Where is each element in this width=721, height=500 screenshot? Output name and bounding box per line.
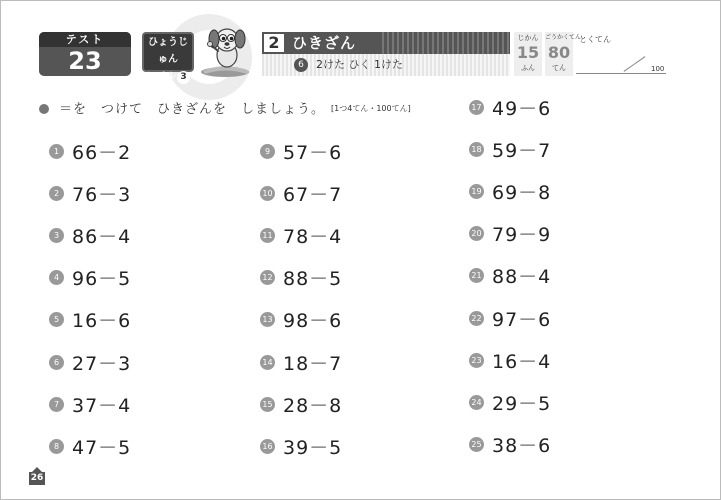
- level-number: 3: [177, 71, 190, 84]
- score-slash: [624, 56, 646, 72]
- problem-number: 6: [49, 355, 64, 370]
- problem-number: 7: [49, 397, 64, 412]
- problem-expression: 57－6: [283, 141, 343, 164]
- problem-number: 13: [260, 312, 275, 327]
- problem-number: 5: [49, 312, 64, 327]
- problem-item: [260, 139, 342, 163]
- level-line1: ひょうじゅん: [148, 37, 188, 65]
- page-number: [29, 467, 45, 485]
- problem-number: 18: [469, 142, 484, 157]
- subtitle-number: 6: [294, 58, 308, 72]
- problem-expression: 76－3: [72, 183, 132, 206]
- problem-expression: 67－7: [283, 183, 343, 206]
- problem-item: [260, 308, 342, 332]
- problem-expression: 16－6: [72, 310, 132, 333]
- level-text: レベル: [146, 71, 176, 82]
- problem-item: [49, 223, 131, 247]
- bullet-dot-icon: [39, 104, 49, 114]
- test-label: テスト: [39, 32, 131, 47]
- problem-expression: 47－5: [72, 436, 132, 459]
- title-stripes-decoration: [382, 32, 510, 54]
- problem-number: 10: [260, 186, 275, 201]
- unit-title-bar: [262, 32, 510, 76]
- problem-expression: 97－6: [492, 308, 552, 331]
- problem-item: [49, 350, 131, 374]
- unit-title: ひきざん: [292, 34, 357, 52]
- problem-item: [260, 350, 342, 374]
- problem-item: [260, 181, 342, 205]
- problem-number: 2: [49, 186, 64, 201]
- problem-item: [469, 222, 551, 246]
- problem-item: [260, 434, 342, 458]
- page-number-text: 26: [30, 473, 44, 483]
- instruction-text: ＝を つけて ひきざんを しましょう。: [59, 102, 326, 117]
- problem-item: [49, 139, 131, 163]
- problem-expression: 49－6: [492, 97, 552, 120]
- instruction-points: [1つ4てん・100てん]: [331, 104, 411, 113]
- problem-item: [260, 266, 342, 290]
- problem-expression: 27－3: [72, 352, 132, 375]
- problem-item: [49, 181, 131, 205]
- problem-expression: 96－5: [72, 268, 132, 291]
- problem-number: 19: [469, 184, 484, 199]
- problem-number: 11: [260, 228, 275, 243]
- problem-item: [469, 95, 551, 119]
- problem-item: [260, 392, 342, 416]
- test-number: 23: [68, 47, 102, 75]
- level-badge: [142, 32, 194, 82]
- problem-item: [469, 137, 551, 161]
- score-total: 100: [651, 65, 665, 73]
- problem-item: [49, 308, 131, 332]
- problem-number: 14: [260, 355, 275, 370]
- time-unit: ふん: [521, 64, 535, 72]
- problem-number: 16: [260, 439, 275, 454]
- time-box: [514, 32, 542, 76]
- problem-item: [469, 306, 551, 330]
- problem-expression: 37－4: [72, 394, 132, 417]
- problem-number: 22: [469, 311, 484, 326]
- problem-expression: 59－7: [492, 139, 552, 162]
- passing-score-label: ごうかくてん: [545, 34, 582, 41]
- problem-expression: 39－5: [283, 436, 343, 459]
- problem-number: 12: [260, 270, 275, 285]
- problem-item: [469, 433, 551, 457]
- problem-expression: 79－9: [492, 224, 552, 247]
- time-label: じかん: [517, 34, 539, 42]
- problem-expression: 38－6: [492, 435, 552, 458]
- instruction: [39, 98, 411, 117]
- problem-item: [260, 223, 342, 247]
- problem-expression: 29－5: [492, 392, 552, 415]
- problem-number: 9: [260, 144, 275, 159]
- problem-expression: 88－4: [492, 266, 552, 289]
- unit-subtitle-bar: [262, 54, 510, 76]
- passing-score-value: 80: [547, 43, 571, 62]
- problem-item: [469, 390, 551, 414]
- problem-number: 20: [469, 226, 484, 241]
- problem-expression: 98－6: [283, 310, 343, 333]
- problem-number: 17: [469, 100, 484, 115]
- level-line2: [144, 68, 192, 85]
- problem-expression: 78－4: [283, 225, 343, 248]
- problem-expression: 86－4: [72, 225, 132, 248]
- problem-number: 4: [49, 270, 64, 285]
- problem-item: [469, 264, 551, 288]
- problem-item: [49, 392, 131, 416]
- problem-number: 25: [469, 437, 484, 452]
- problem-item: [49, 434, 131, 458]
- unit-title-top: [262, 32, 510, 54]
- problem-expression: 69－8: [492, 181, 552, 204]
- time-value: 15: [516, 43, 540, 62]
- problem-number: 23: [469, 353, 484, 368]
- problem-number: 21: [469, 268, 484, 283]
- problem-number: 8: [49, 439, 64, 454]
- problem-number: 24: [469, 395, 484, 410]
- problem-item: [469, 348, 551, 372]
- problem-expression: 18－7: [283, 352, 343, 375]
- problem-number: 15: [260, 397, 275, 412]
- problem-expression: 16－4: [492, 350, 552, 373]
- problem-expression: 88－5: [283, 268, 343, 291]
- unit-number: 2: [264, 34, 284, 52]
- problem-expression: 28－8: [283, 394, 343, 417]
- problem-item: [49, 266, 131, 290]
- problem-item: [469, 179, 551, 203]
- score-field[interactable]: [576, 73, 666, 74]
- test-number-box: [39, 32, 131, 76]
- subtitle-text: 2けた ひく 1けた: [316, 58, 403, 71]
- score-label: とくてん: [579, 35, 611, 44]
- dog-mascot-icon: [197, 25, 255, 81]
- problem-expression: 66－2: [72, 141, 132, 164]
- passing-score-box: [545, 32, 582, 76]
- problem-number: 1: [49, 144, 64, 159]
- problem-number: 3: [49, 228, 64, 243]
- passing-score-unit: てん: [552, 64, 566, 72]
